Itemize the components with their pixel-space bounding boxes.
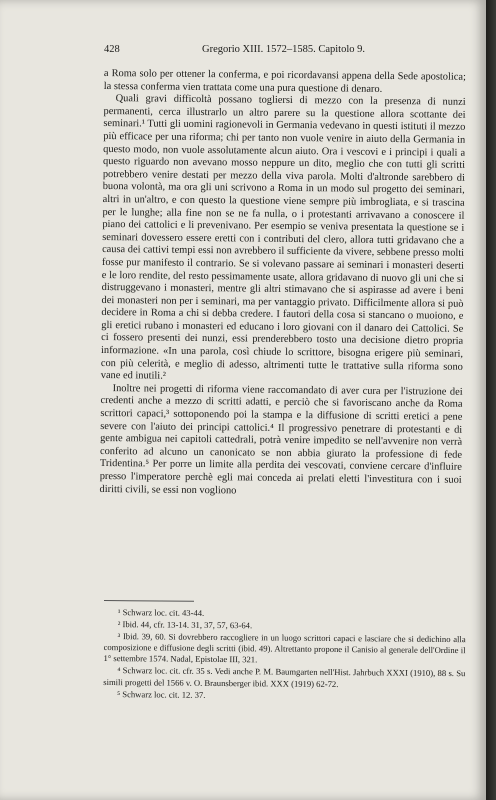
page-header (104, 44, 468, 58)
main-text (100, 68, 466, 500)
footnotes (103, 600, 466, 704)
footnote: ³ Ibid. 39, 60. Si dovrebbero raccogliere in un luogo scrittori capaci e lasciare che si dedichino alla composizione e diffusione degli scritti (ibid. 49). Altrettanto propone il Canisio al generale dell'Ordine il 1° settembre 1574. Nadal, Epistolae III, 321. (103, 631, 466, 665)
footnote-rule (104, 600, 194, 602)
paragraph: Inoltre nei progetti di riforma viene raccomandato di aver cura per l'istruzione dei credenti anche a mezzo di scritti adatti, e perciò che si favoriscano anche da Roma scrittori capaci,³ sottoponendo poi la stampa e la diffusione di scritti eretici a pene severe con l'aiuto dei principi cattolici.⁴ Il progressivo penetrare di protestanti e di gente ambigua nei capitoli cattedrali, potrà venire impedito se nell'avvenire non verrà conferito ad alcuno un canonicato se non abbia giurato la professione di fede Tridentina.⁵ Per porre un limite alla perdita dei vescovati, conviene cercare d'influire presso l'imperatore perchè egli mai conceda ai prelati eletti l'investitura con i suoi diritti civili, se essi non vogliono (99, 382, 463, 497)
footnote: ¹ Schwarz loc. cit. 43-44. (117, 607, 205, 618)
footnote: ⁵ Schwarz loc. cit. 12. 37. (117, 688, 206, 700)
footnote: ⁴ Schwarz loc. cit. cfr. 35 s. Vedi anche P. M. Baumgarten nell'Hist. Jahrbuch XXXI (1910), 88 s. Su simili progetti del 1566 v. O. Braunsberger ibid. XXX (1919) 62-72. (103, 665, 466, 689)
footnote: ² Ibid. 44, cfr. 13-14. 31, 37, 57, 63-64. (117, 619, 253, 631)
running-title: Gregorio XIII. 1572–1585. Capitolo 9. (202, 44, 366, 55)
page-number: 428 (104, 44, 120, 55)
page-edge-shadow (486, 0, 496, 800)
paragraph: a Roma solo per ottener la conferma, e poi ricordavansi appena della Sede apostolica; la stessa conferma vien trattata come una pura questione di denaro. (103, 68, 466, 95)
paragraph: Quali gravi difficoltà possano togliersi di mezzo con la presenza di nunzi permanenti, cerca illustrarlo un altro parere su la questione allora scottante dei seminari.¹ Tutti gli uomini ragionevoli in Germania vedevano in questi istituti il mezzo più efficace per una riforma; chi per tanto non vuole venire in aiuto della Germania in questo modo, non vuole assolutamente alcun aiuto. Ora i vescovi e i principi i quali a questo riguardo non avevano mosso neppure un dito, meglio che con tutti gli scritti potrebbero venire destati per mezzo della viva parola. Molti d'altronde sarebbero di buona volontà, ma ora gli uni scrivono a Roma in un modo sul progetto dei seminari, altri in un'altro, e con questo la questione viene sempre più imbrogliata, e si trascina per le lunghe; alla fine non se ne fa nulla, o i protestanti arrivavano a conoscere il piano dei cattolici e li prevenivano. Per esempio se veniva presentata la questione se i seminari dovessero essere eretti con i contributi del clero, allora tutti gridavano che a causa dei cattivi tempi essi non avrebbero il sufficiente da vivere, sebbene presso molti fosse pur manifesto il contrario. Se si volevano passare ai seminari i monasteri deserti e le loro rendite, del resto pessimamente usate, allora gridavano di nuovo gli uni che si distruggevano i monasteri, mentre gli altri stimavano che si aspirasse ad avere i beni dei monasteri non per i seminari, ma per vantaggio privato. Difficilmente allora si può decidere in Roma a chi si debba credere. I fautori della cosa si stancano o muoiono, e gli eretici rubano i monasteri ed educano i loro giovani con il danaro dei Cattolici. Se ci fossero presenti dei nunzi, essi prenderebbero tosto una decisione dietro propria informazione. «In una parola, così chiude lo scrittore, bisogna erigere più seminari, con più celerità, e meglio di adesso, altrimenti tutte le trattative sulla riforma sono vane ed inutili.² (100, 93, 466, 382)
